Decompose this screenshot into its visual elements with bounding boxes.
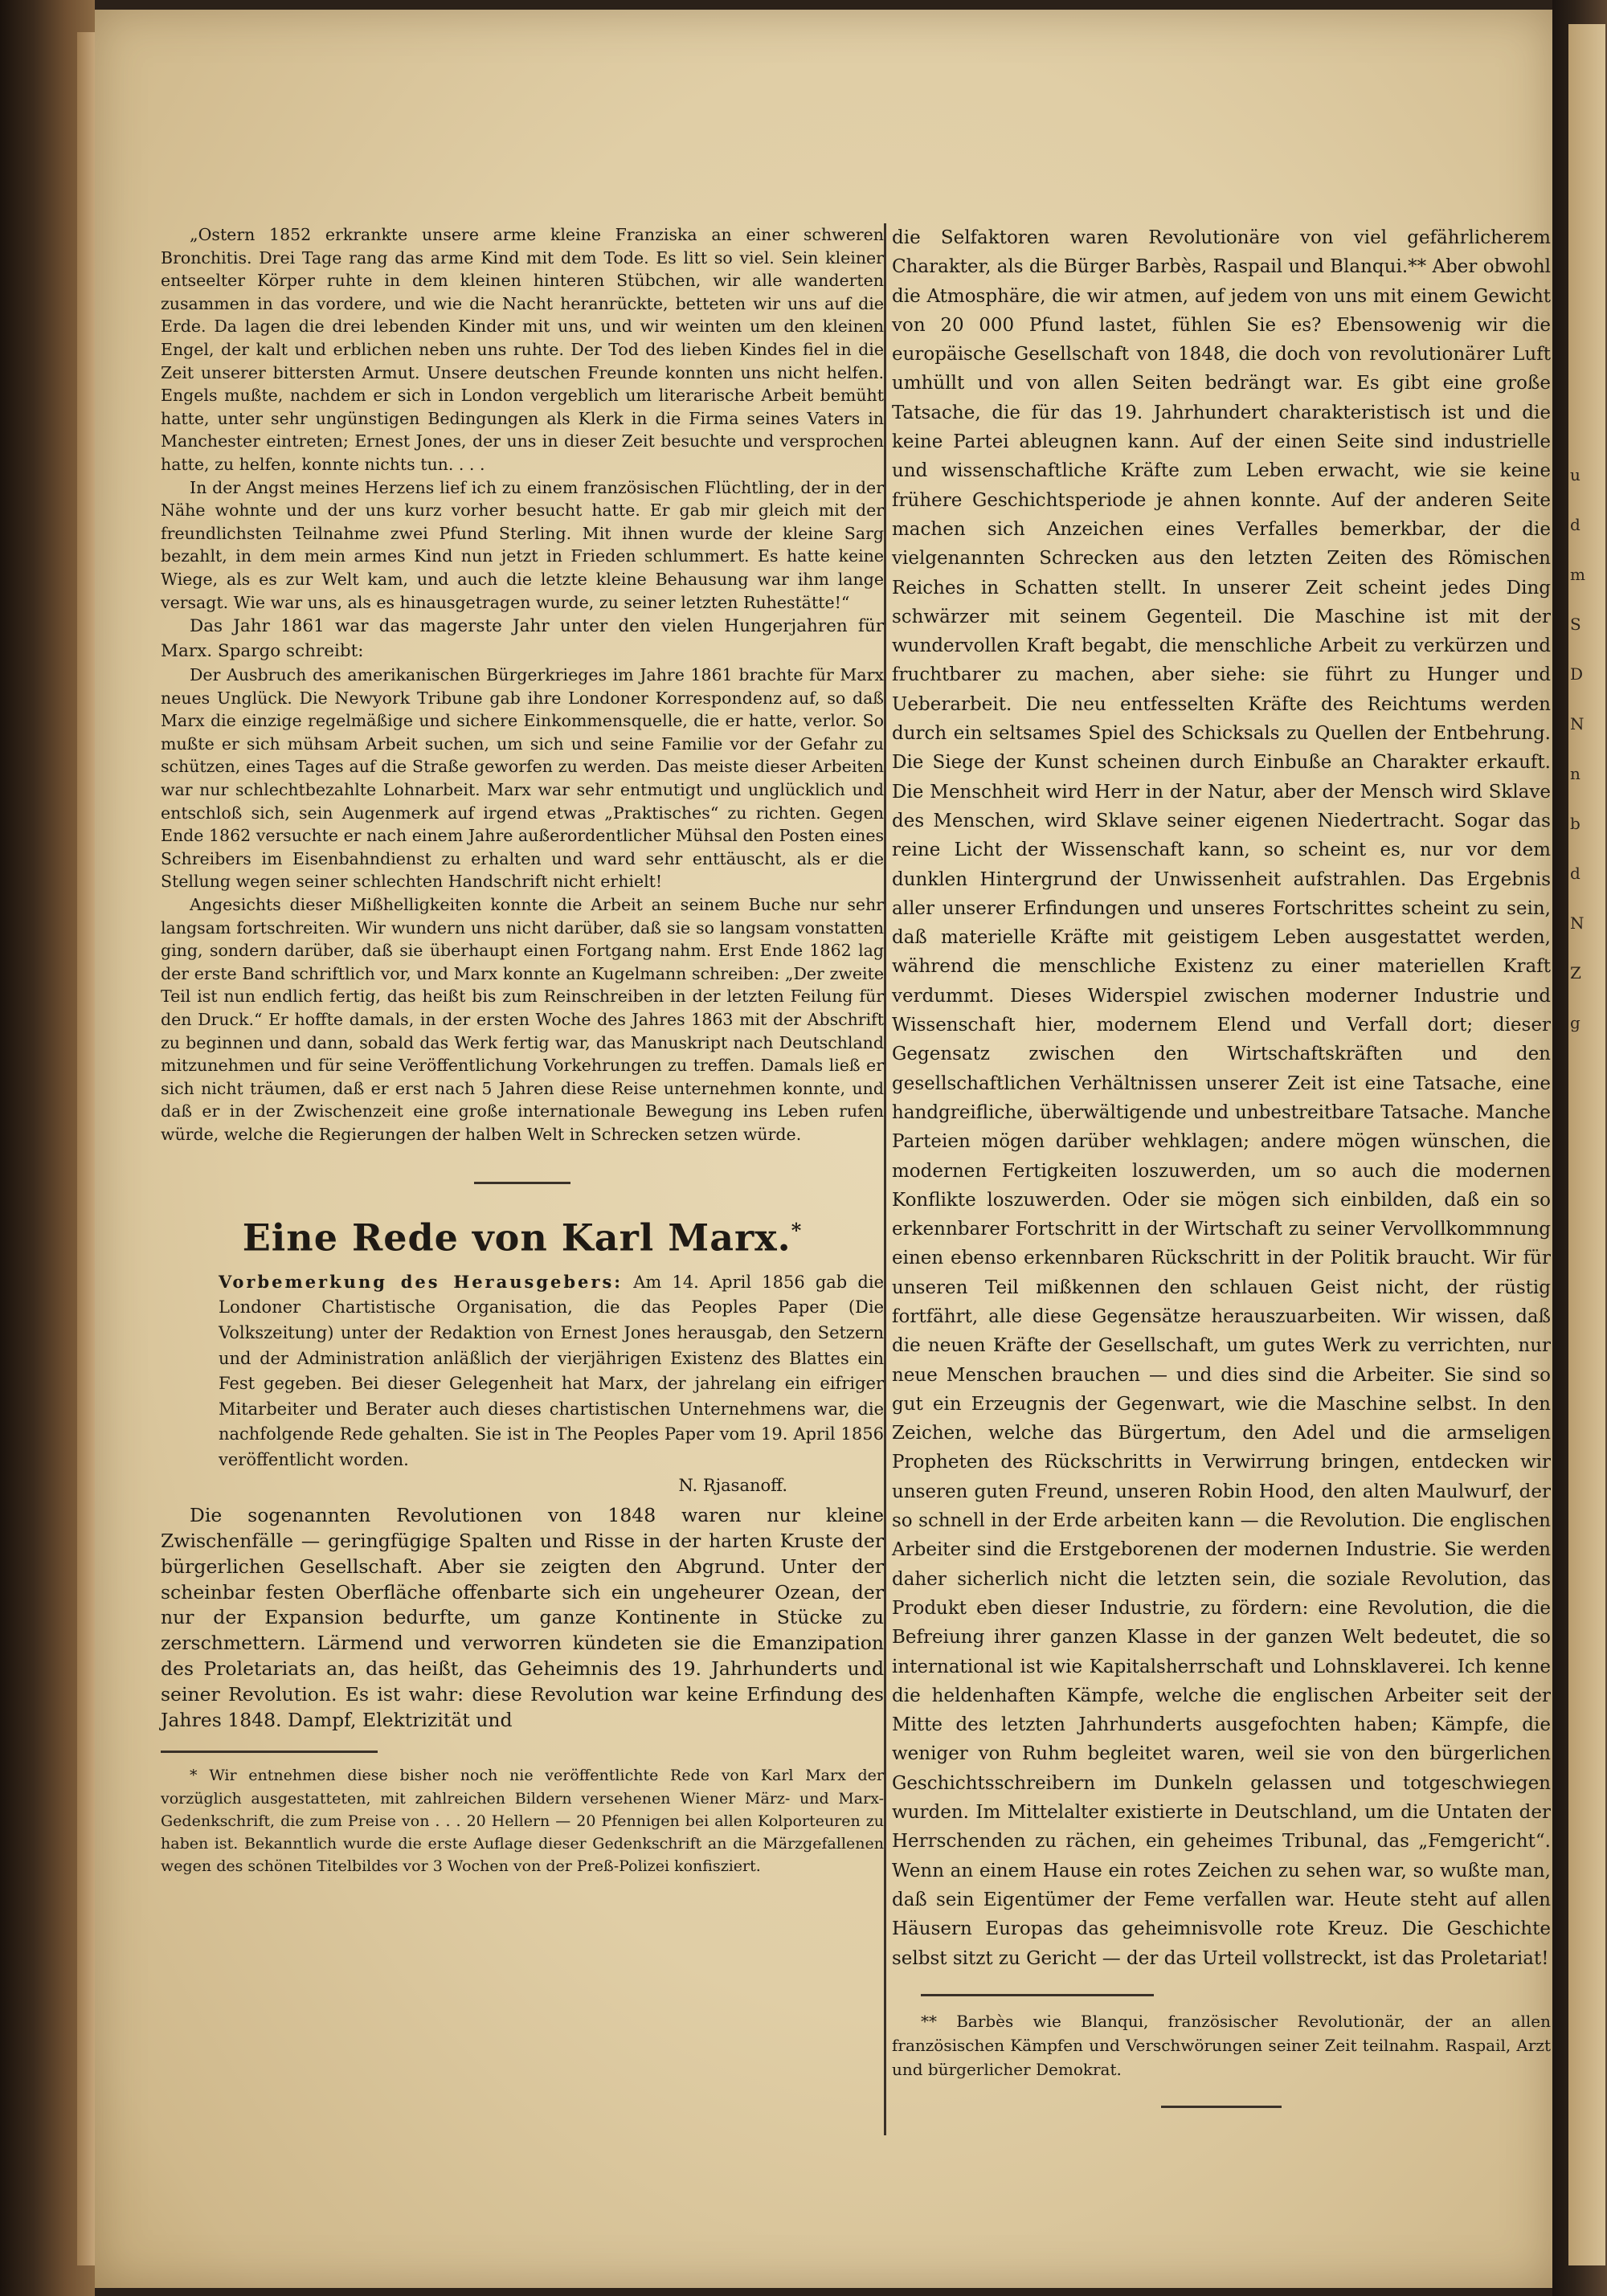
article-title-text: Eine Rede von Karl Marx.: [242, 1215, 791, 1259]
glimpse-char: m: [1570, 565, 1585, 584]
glimpse-char: d: [1570, 515, 1580, 534]
footnote-2: ** Barbès wie Blanqui, französischer Revolutionär, der an allen französischen Kämpfen und Verschwörungen seiner Zeit teilnahm. Raspail, Arzt und bürgerlicher Demokrat.: [892, 2011, 1551, 2079]
glimpse-char: Z: [1570, 963, 1581, 983]
right-column: [892, 223, 1551, 2108]
glimpse-char: d: [1570, 864, 1580, 883]
quote-paragraph-2: In der Angst meines Herzens lief ich zu einem französischen Flüchtling, der in der Nähe wohnte und der uns kurz vorher besucht hatte. Er gab mir gleich mit der freundlichsten Teilnahme zwei Pfund Sterling. Mit ihnen wurde der kleine Sarg bezahlt, in dem mein armes Kind nun jetzt in Frieden schlummert. Es hatte keine Wiege, als es zur Welt kam, und auch die letzte kleine Behausung war ihm lange versagt. Wie war uns, als es hinausgetragen wurde, zu seiner letzten Ruhestätte!“: [161, 477, 884, 612]
article-title-footnote-mark: *: [791, 1218, 803, 1242]
facing-page-sliver: [1568, 24, 1605, 2265]
glimpse-char: N: [1570, 714, 1585, 733]
glimpse-char: N: [1570, 913, 1585, 933]
facing-page-edge: [1552, 0, 1607, 2296]
speech-paragraph-2: die Selfaktoren waren Revolutionäre von viel gefährlicherem Charakter, als die Bürger Barbès, Raspail und Blanqui.** Aber obwohl die Atmosphäre, die wir atmen, auf jedem von uns mit einem Gewicht von 20 000 Pfund lastet, fühlen Sie es? Ebensowenig wir die europäische Gesellschaft von 1848, die doch von revolutionärer Luft umhüllt und von allen Seiten bedrängt war. Es gibt eine große Tatsache, die für das 19. Jahrhundert charakteristisch ist und die keine Partei ableugnen kann. Auf der einen Seite sind industrielle und wissenschaftliche Kräfte zum Leben erwacht, wie sie keine frühere Geschichtsperiode je ahnen konnte. Auf der anderen Seite machen sich Anzeichen eines Verfalles bemerkbar, der die vielgenannten Schrecken aus den letzten Zeiten des Römischen Reiches in Schatten stellt. In unserer Zeit scheint jedes Ding schwärzer mit seinem Gegenteil. Die Maschine ist mit der wundervollen Kraft begabt, die menschliche Arbeit zu verkürzen und fruchtbarer zu machen, aber siehe: sie führt zu Hunger und Ueberarbeit. Die neu entfesselten Kräfte des Reichtums werden durch ein seltsames Spiel des Schicksals zu Quellen der Entbehrung. Die Siege der Kunst scheinen durch Einbuße an Charakter erkauft. Die Menschheit wird Herr in der Natur, aber der Mensch wird Sklave des Menschen, wird Sklave seiner eigenen Niedertracht. Sogar das reine Licht der Wissenschaft kann, so scheint es, nur vor dem dunklen Hintergrund der Unwissenheit aufstrahlen. Das Ergebnis aller unserer Erfindungen und unseres Fortschrittes scheint zu sein, daß materielle Kräfte mit geistigem Leben ausgestattet werden, während die menschliche Existenz zu einer materiellen Kraft verdummt. Dieses Widerspiel zwischen moderner Industrie und Wissenschaft hier, modernem Elend und Verfall dort; dieser Gegensatz zwischen den Wirtschaftskräften und den gesellschaftlichen Verhältnissen unserer Zeit ist eine Tatsache, eine handgreifliche, überwältigende und unbestreitbare Tatsache. Manche Parteien mögen darüber wehklagen; andere mögen wünschen, die modernen Fertigkeiten loszuwerden, um so auch die modernen Konflikte loszuwerden. Oder sie mögen sich einbilden, daß ein so erkennbarer Fortschritt in der Wirtschaft zu seiner Vervollkommnung einen ebenso erkennbaren Rückschritt in der Politik braucht. Wir für unseren Teil mißkennen den schlauen Geist nicht, der rüstig fortfährt, alle diese Gegensätze herauszuarbeiten. Wir wissen, daß die neuen Kräfte der Gesellschaft, um gutes Werk zu verrichten, nur neue Menschen brauchen — und dies sind die Arbeiter. Sie sind so gut ein Erzeugnis der Gegenwart, wie die Maschine selbst. In den Zeichen, welche das Bürgertum, den Adel und die armseligen Propheten des Rückschritts in Verwirrung bringen, entdecken wir unseren guten Freund, unseren Robin Hood, den alten Maulwurf, der so schnell in der Erde arbeiten kann — die Revolution. Die englischen Arbeiter sind die Erstgeborenen der modernen Industrie. Sie werden daher sicherlich nicht die letzten sein, die soziale Revolution, das Produkt eben dieser Industrie, zu fördern: eine Revolution, die die Befreiung ihrer ganzen Klasse in der ganzen Welt bedeutet, die so international ist wie Kapitalsherrschaft und Lohnsklaverei. Ich kenne die heldenhaften Kämpfe, welche die englischen Arbeiter seit der Mitte des letzten Jahrhunderts ausgefochten haben; Kämpfe, die weniger von Ruhm begleitet waren, weil sie von den bürgerlichen Geschichtsschreibern im Dunkeln gelassen und totgeschwiegen wurden. Im Mittelalter existierte in Deutschland, um die Untaten der Herrschenden zu rächen, ein geheimes Tribunal, das „Femgericht“. Wenn an einem Hause ein rotes Zeichen zu sehen war, so wußte man, daß sein Eigentümer der Feme verfallen war. Heute steht auf allen Häusern Europas das geheimnisvolle rote Kreuz. Die Geschichte selbst sitzt zu Gericht — der das Urteil vollstreckt, ist das Proletariat!: [892, 227, 1551, 1969]
body-paragraph-1: Das Jahr 1861 war das magerste Jahr unter den vielen Hungerjahren für Marx. Spargo schreibt:: [161, 616, 884, 662]
glimpse-char: n: [1570, 764, 1580, 783]
glimpse-char: u: [1570, 465, 1580, 484]
glimpse-char: g: [1570, 1013, 1580, 1032]
end-rule: [1161, 2106, 1282, 2108]
glimpse-char: S: [1570, 615, 1581, 634]
facing-page-text-glimpse: [1570, 450, 1602, 1048]
speech-paragraph-1: Die sogenannten Revolutionen von 1848 waren nur kleine Zwischenfälle — geringfügige Spalten und Risse in der harten Kruste der bürgerlichen Gesellschaft. Aber sie zeigten den Abgrund. Unter der scheinbar festen Oberfläche offenbarte sich ein ungeheurer Ozean, der nur der Expansion bedurfte, um ganze Kontinente in Stücke zu zerschmettern. Lärmend und verworren kündeten sie die Emanzipation des Proletariats an, das heißt, das Geheimnis des 19. Jahrhunderts und seiner Revolution. Es ist wahr: diese Revolution war keine Erfindung des Jahres 1848. Dampf, Elektrizität und: [161, 1504, 884, 1731]
footnote-rule: [161, 1751, 378, 1753]
editor-note: [219, 1269, 884, 1498]
article-title: [161, 1208, 884, 1260]
left-column: [161, 223, 884, 1877]
editor-signature: N. Rjasanoff.: [678, 1475, 787, 1495]
glimpse-char: b: [1570, 814, 1580, 833]
editor-note-text: Am 14. April 1856 gab die Londoner Chartistische Organisation, die das Peoples Paper (Die Volkszeitung) unter der Redaktion von Ernest Jones herausgab, den Setzern und der Administration anläßlich der vierjährigen Existenz des Blattes ein Fest gegeben. Bei dieser Gelegenheit hat Marx, der jahrelang ein eifriger Mitarbeiter und Berater auch dieses chartistischen Unternehmens war, die nachfolgende Rede gehalten. Sie ist in The Peoples Paper vom 19. April 1856 veröffentlicht worden.: [219, 1272, 884, 1470]
glimpse-char: D: [1570, 664, 1584, 684]
book-spine-left: [0, 0, 95, 2296]
editor-note-heading: Vorbemerkung des Herausgebers:: [219, 1271, 624, 1292]
footnote-1: * Wir entnehmen diese bisher noch nie veröffentlichte Rede von Karl Marx der vorzüglich ausgestatteten, mit zahlreichen Bildern versehenen Wiener März- und Marx-Gedenkschrift, die zum Preise von . . . 20 Hellern — 20 Pfennigen bei allen Kolporteuren zu haben ist. Bekanntlich wurde die erste Auflage dieser Gedenkschrift an die Märzgefallenen wegen des schönen Titelbildes vor 3 Wochen von der Preß-Polizei konfisziert.: [161, 1767, 884, 1876]
section-rule: [474, 1182, 570, 1184]
quote-paragraph-4: Angesichts dieser Mißhelligkeiten konnte die Arbeit an seinem Buche nur sehr langsam fortschreiten. Wir wundern uns nicht darüber, daß sie so langsam vonstatten ging, sondern darüber, daß sie überhaupt einen Fortgang nahm. Erst Ende 1862 lag der erste Band schriftlich vor, und Marx konnte an Kugelmann schreiben: „Der zweite Teil ist nun endlich fertig, das heißt bis zum Reinschreiben in der letzten Feilung für den Druck.“ Er hoffte damals, in der ersten Woche des Jahres 1863 mit der Abschrift zu beginnen und dann, sobald das Werk fertig war, das Manuskript nach Deutschland mitzunehmen und für seine Veröffentlichung Vorkehrungen zu treffen. Damals ließ er sich nicht träumen, daß er erst nach 5 Jahren diese Reise unternehmen konnte, und daß er in der Zwischenzeit eine große internationale Bewegung ins Leben rufen würde, welche die Regierungen der halben Welt in Schrecken setzen würde.: [161, 895, 884, 1144]
column-divider: [884, 223, 886, 2135]
footnote-rule-right: [921, 1994, 1154, 1996]
quote-paragraph-3: Der Ausbruch des amerikanischen Bürgerkrieges im Jahre 1861 brachte für Marx neues Unglück. Die Newyork Tribune gab ihre Londoner Korrespondenz auf, so daß Marx die einzige regelmäßige und sichere Einkommensquelle, die er hatte, verlor. So mußte er sich mühsam Arbeit suchen, um sich und seine Familie vor der Gefahr zu schützen, eines Tages auf die Straße geworfen zu werden. Das meiste dieser Arbeiten war nur schlechtbezahlte Lohnarbeit. Marx war sehr entmutigt und unglücklich und entschloß sich, sein Augenmerk auf irgend etwas „Praktisches“ zu richten. Gegen Ende 1862 versuchte er nach einem Jahre außerordentlicher Mühsal den Posten eines Schreibers im Eisenbahndienst zu erhalten und ward sehr enttäuscht, als er die Stellung wegen seiner schlechten Handschrift nicht erhielt!: [161, 665, 884, 892]
quote-paragraph-1: „Ostern 1852 erkrankte unsere arme kleine Franziska an einer schweren Bronchitis. Drei Tage rang das arme Kind mit dem Tode. Es litt so viel. Sein kleiner entseelter Körper ruhte in dem kleinen hinteren Stübchen, wir alle wanderten zusammen in das vordere, und wie die Nacht heranrückte, betteten wir uns auf die Erde. Da lagen die drei lebenden Kinder mit uns, und wir weinten um den kleinen Engel, der kalt und erblichen neben uns ruhte. Der Tod des lieben Kindes fiel in die Zeit unserer bittersten Armut. Unsere deutschen Freunde konnten uns nicht helfen. Engels mußte, nachdem er sich in London vergeblich um literarische Arbeit bemüht hatte, unter sehr ungünstigen Bedingungen als Klerk in die Firma seines Vaters in Manchester eintreten; Ernest Jones, der uns in dieser Zeit besuchte und versprochen hatte, zu helfen, konnte nichts tun. . . .: [161, 225, 884, 474]
page-stack-edge: [77, 32, 95, 2265]
